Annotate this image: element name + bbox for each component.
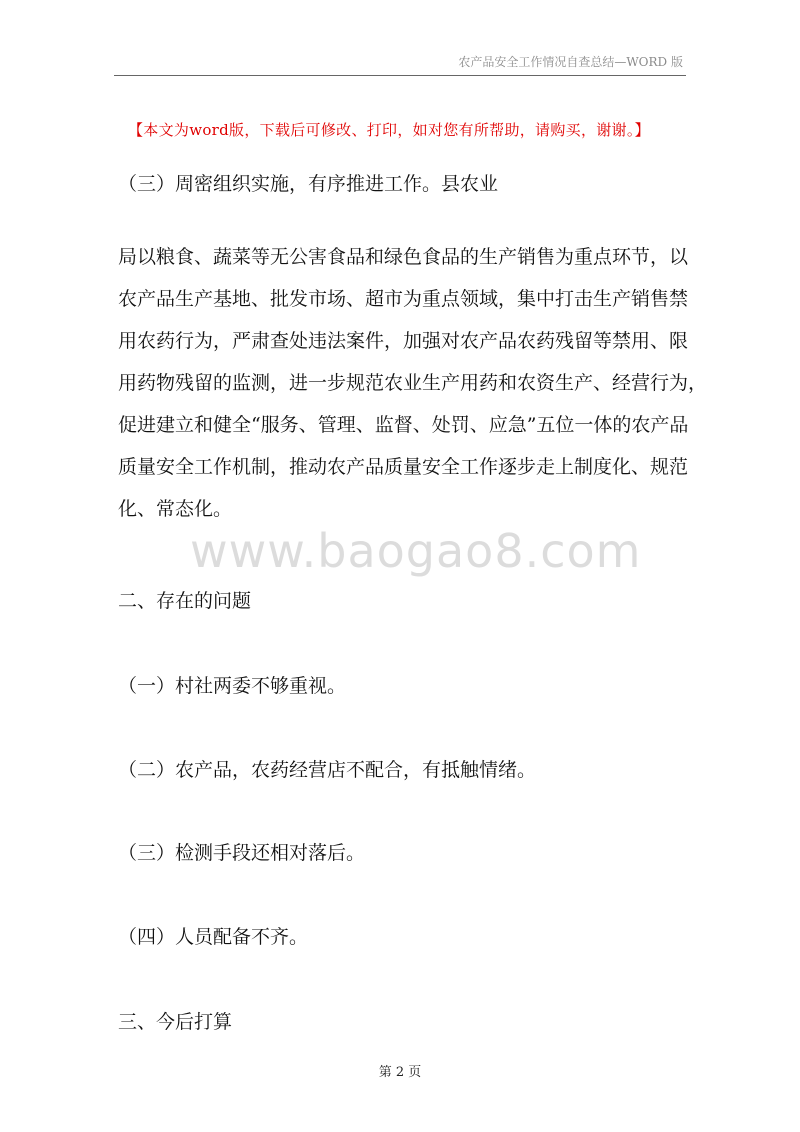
running-header-title: 农产品安全工作情况自查总结—WORD 版	[458, 55, 683, 69]
problem-item: （一）村社两委不够重视。	[118, 675, 347, 697]
header-divider	[114, 75, 686, 76]
section-heading-problems: 二、存在的问题	[118, 590, 252, 612]
section-heading-plans: 三、今后打算	[118, 1011, 233, 1033]
purchase-notice: 【本文为word版，下载后可修改、打印，如对您有所帮助，请购买，谢谢。】	[128, 121, 650, 139]
paragraph-line: 农产品生产基地、批发市场、超市为重点领域，集中打击生产销售禁	[118, 288, 689, 310]
problem-item: （三）检测手段还相对落后。	[118, 842, 366, 864]
problem-item: （二）农产品，农药经营店不配合，有抵触情绪。	[118, 759, 537, 781]
page-number: 第 2 页	[378, 1065, 422, 1080]
paragraph-line: 促进建立和健全“服务、管理、监督、处罚、应急”五位一体的农产品	[118, 414, 689, 436]
paragraph-line: 质量安全工作机制，推动农产品质量安全工作逐步走上制度化、规范	[118, 456, 689, 478]
paragraph-line: 用农药行为，严肃查处违法案件，加强对农产品农药残留等禁用、限	[118, 330, 689, 352]
paragraph-line: 局以粮食、蔬菜等无公害食品和绿色食品的生产销售为重点环节，以	[118, 246, 689, 268]
paragraph-line: 化、常态化。	[118, 498, 233, 520]
body-paragraph	[118, 246, 708, 542]
watermark-text: www.baogao8.com	[190, 524, 642, 578]
problem-item: （四）人员配备不齐。	[118, 926, 309, 948]
intro-line: （三）周密组织实施，有序推进工作。县农业	[118, 173, 499, 195]
paragraph-line: 用药物残留的监测，进一步规范农业生产用药和农资生产、经营行为，	[118, 372, 708, 394]
